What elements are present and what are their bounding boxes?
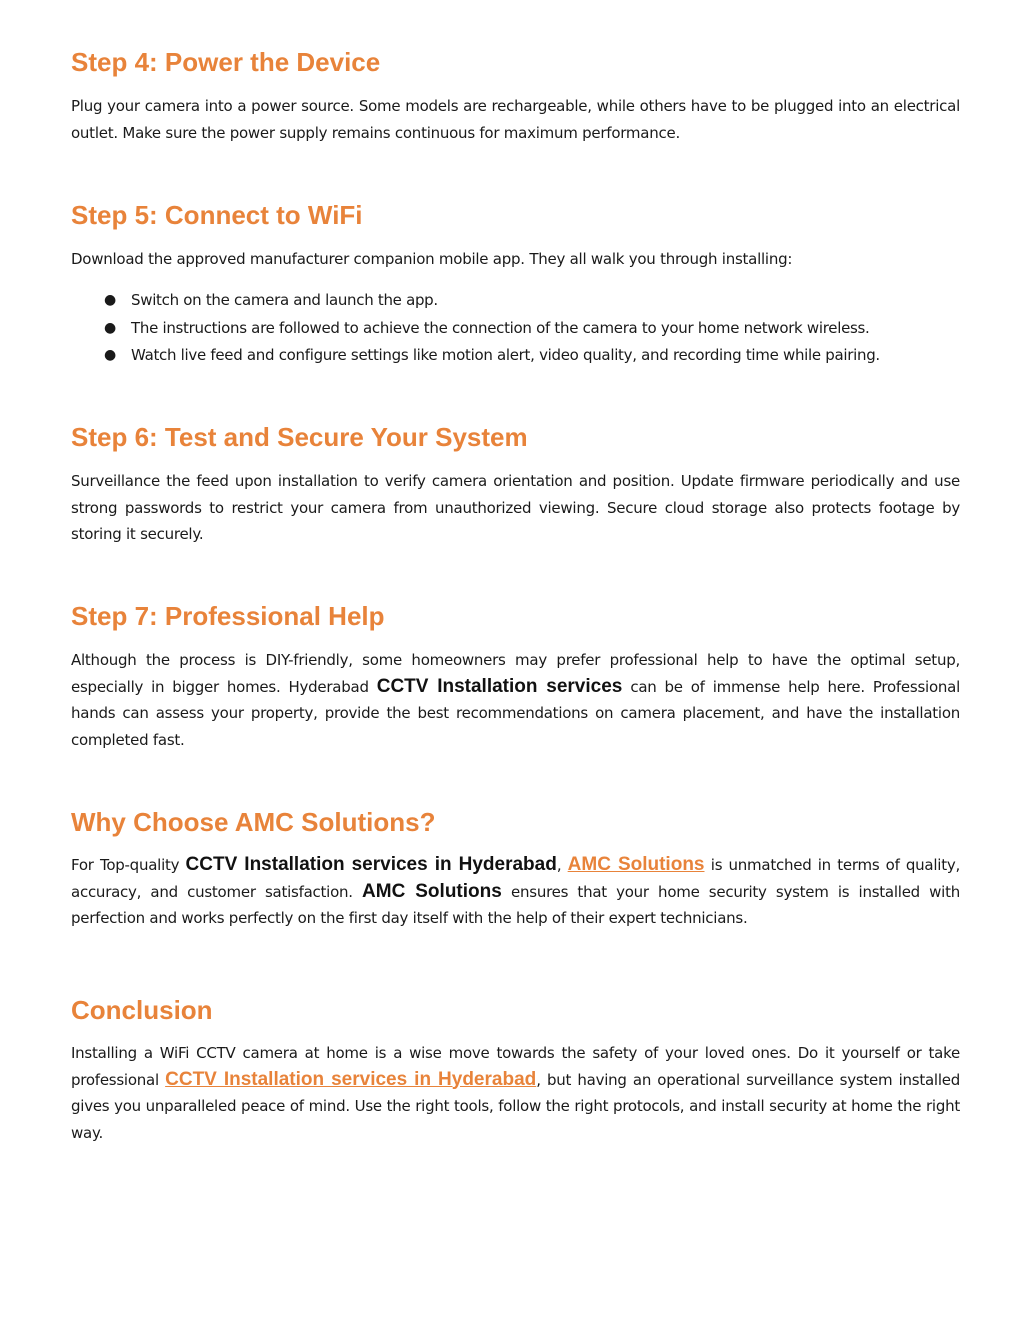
bullet-icon: ● xyxy=(104,292,116,308)
step5-bullet-list xyxy=(71,287,960,370)
step7-heading: Step 7: Professional Help xyxy=(71,601,385,631)
list-item-text: Switch on the camera and launch the app. xyxy=(131,291,438,309)
step6-heading: Step 6: Test and Secure Your System xyxy=(71,422,528,452)
paragraph-text: is unmatched in terms of quality, accuracy, and customer satisfaction. xyxy=(71,856,960,901)
bold-phrase: AMC Solutions xyxy=(362,880,502,902)
step5-heading: Step 5: Connect to WiFi xyxy=(71,200,363,230)
paragraph-text: , but having an operational surveillance system installed gives you unparalleled peace of mind. Use the right tools, follow the right protocols, and install security at home the right way. xyxy=(71,1070,960,1142)
paragraph-text: Installing a WiFi CCTV camera at home is a wise move towards the safety of your loved ones. Do it yourself or take professional xyxy=(71,1044,960,1089)
bullet-icon: ● xyxy=(104,319,116,336)
amc-solutions-link[interactable]: AMC Solutions xyxy=(567,854,705,875)
list-item xyxy=(71,315,960,343)
bullet-icon: ● xyxy=(104,347,116,363)
list-item xyxy=(71,342,960,370)
why-heading: Why Choose AMC Solutions? xyxy=(71,807,436,837)
list-item xyxy=(71,287,960,315)
bold-phrase: CCTV Installation services in Hyderabad xyxy=(185,854,557,875)
step5-intro: Download the approved manufacturer companion mobile app. They all walk you through installing: xyxy=(71,250,793,268)
step6-paragraph: Surveillance the feed upon installation to verify camera orientation and position. Update firmware periodically and use strong passwords to restrict your camera from unauthorized viewing. Secure cloud storage also protects footage by storing it securely. xyxy=(71,472,960,543)
step4-heading: Step 4: Power the Device xyxy=(71,47,381,77)
paragraph-text: Although the process is DIY-friendly, some homeowners may prefer professional help to have the optimal setup, especially in bigger homes. Hyderabad xyxy=(71,651,960,696)
paragraph-text: ensures that your home security system is installed with perfection and works perfectly on the first day itself with the help of their expert technicians. xyxy=(71,882,960,927)
paragraph-text: , xyxy=(556,856,568,874)
list-item-text: Watch live feed and configure settings like motion alert, video quality, and recording time while pairing. xyxy=(131,346,880,364)
list-item-text: The instructions are followed to achieve the connection of the camera to your home network wireless. xyxy=(131,318,870,337)
cctv-installation-link[interactable]: CCTV Installation services in Hyderabad xyxy=(165,1068,537,1090)
step4-paragraph: Plug your camera into a power source. Some models are rechargeable, while others have to be plugged into an electrical outlet. Make sure the power supply remains continuous for maximum performance. xyxy=(71,97,960,142)
conclusion-heading: Conclusion xyxy=(71,995,213,1025)
conclusion-paragraph xyxy=(71,1040,960,1146)
step7-paragraph xyxy=(71,647,960,753)
bold-phrase: CCTV Installation services xyxy=(376,675,623,697)
paragraph-text: can be of immense help here. Professional hands can assess your property, provide the best recommendations on camera placement, and have the installation completed fast. xyxy=(71,677,960,749)
why-paragraph xyxy=(71,852,960,932)
paragraph-text: For Top-quality xyxy=(71,856,186,874)
